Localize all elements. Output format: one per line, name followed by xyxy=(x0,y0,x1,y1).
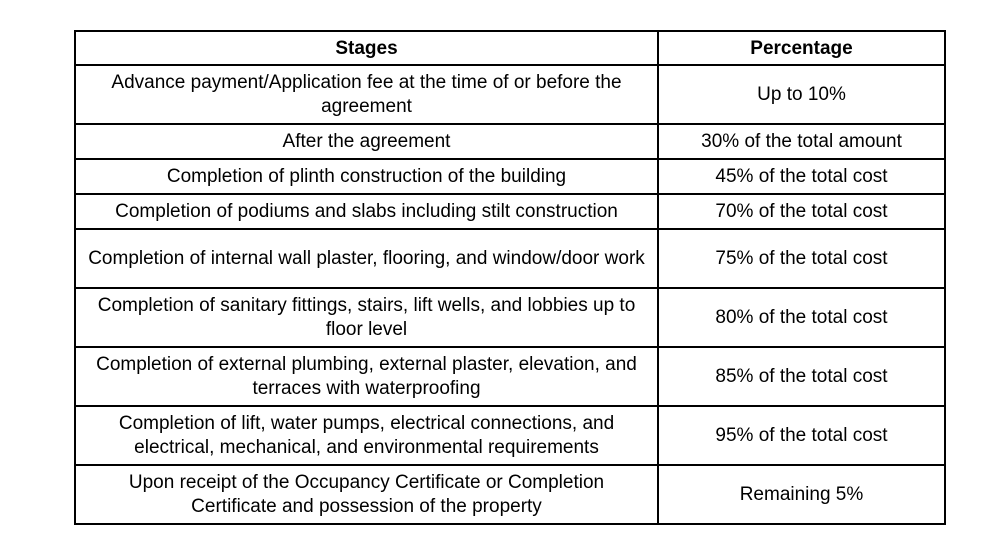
stage-cell: Completion of sanitary fittings, stairs, lift wells, and lobbies up to floor level xyxy=(75,288,658,347)
header-stages: Stages xyxy=(75,31,658,65)
percentage-cell: 75% of the total cost xyxy=(658,229,945,288)
stage-cell: Completion of internal wall plaster, flooring, and window/door work xyxy=(75,229,658,288)
stage-cell: Completion of podiums and slabs including stilt construction xyxy=(75,194,658,229)
table-row xyxy=(75,406,945,465)
percentage-cell: Remaining 5% xyxy=(658,465,945,524)
table-row xyxy=(75,288,945,347)
table-header-row xyxy=(75,31,945,65)
table-row xyxy=(75,124,945,159)
percentage-cell: 30% of the total amount xyxy=(658,124,945,159)
percentage-cell: 80% of the total cost xyxy=(658,288,945,347)
percentage-cell: 70% of the total cost xyxy=(658,194,945,229)
stage-cell: Advance payment/Application fee at the time of or before the agreement xyxy=(75,65,658,124)
header-percentage: Percentage xyxy=(658,31,945,65)
table-row xyxy=(75,347,945,406)
stage-cell: Completion of external plumbing, external plaster, elevation, and terraces with waterproofing xyxy=(75,347,658,406)
percentage-cell: 85% of the total cost xyxy=(658,347,945,406)
stage-cell: Completion of plinth construction of the building xyxy=(75,159,658,194)
percentage-cell: 45% of the total cost xyxy=(658,159,945,194)
table-row xyxy=(75,159,945,194)
table-row xyxy=(75,65,945,124)
payment-stages-table xyxy=(74,30,946,525)
stage-cell: Completion of lift, water pumps, electrical connections, and electrical, mechanical, and environmental requirements xyxy=(75,406,658,465)
table-row xyxy=(75,229,945,288)
stage-cell: Upon receipt of the Occupancy Certificate or Completion Certificate and possession of the property xyxy=(75,465,658,524)
table-row xyxy=(75,465,945,524)
stage-cell: After the agreement xyxy=(75,124,658,159)
table-row xyxy=(75,194,945,229)
percentage-cell: Up to 10% xyxy=(658,65,945,124)
percentage-cell: 95% of the total cost xyxy=(658,406,945,465)
